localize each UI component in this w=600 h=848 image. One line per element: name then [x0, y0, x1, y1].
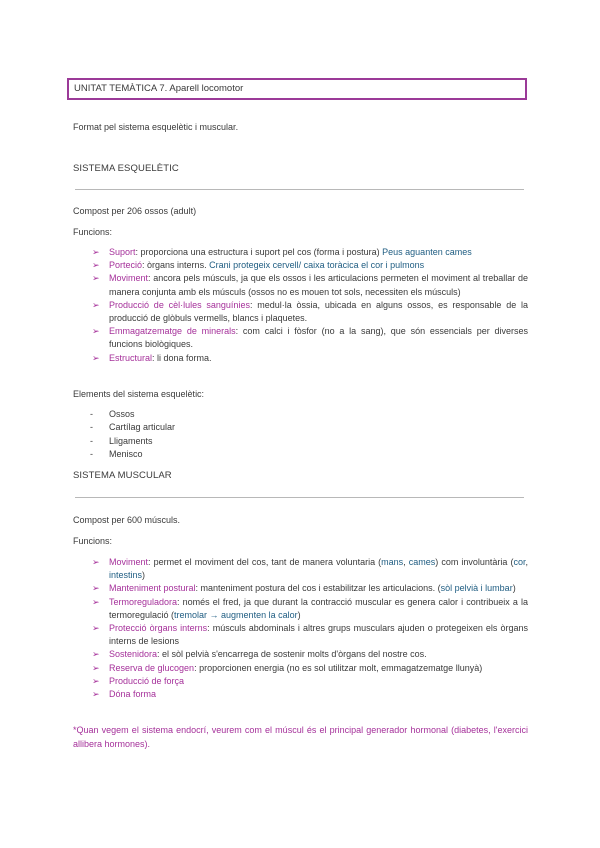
- skeletal-functions-label: Funcions:: [73, 227, 113, 237]
- dash-bullet: -: [90, 409, 93, 419]
- arrow-bullet-icon: ➢: [92, 596, 100, 607]
- arrow-bullet-icon: ➢: [92, 247, 100, 257]
- list-item: [90, 435, 175, 448]
- function-term: Dóna forma: [109, 689, 157, 700]
- function-example: Peus aguanten cames: [382, 247, 472, 257]
- muscular-divider: [75, 497, 524, 498]
- element-label: Cartílag articular: [109, 422, 176, 433]
- arrow-bullet-icon: ➢: [92, 583, 100, 594]
- arrow-bullet-icon: ➢: [92, 273, 100, 284]
- function-term: Moviment: [109, 557, 149, 567]
- list-item: [90, 421, 175, 434]
- function-text: : proporcionen energia (no es sol utilitzar molt, emmagatzematge llunyà): [194, 662, 483, 673]
- list-item: [90, 408, 175, 421]
- function-term: Estructural: [109, 352, 153, 363]
- function-term: Protecció òrgans interns: [109, 623, 208, 634]
- function-term: Suport: [109, 247, 136, 257]
- function-text: : només el fred, ja que durant la contracció muscular es genera calor i contribueix a la termoregulació (: [109, 596, 528, 620]
- muscular-functions-label: Funcions:: [73, 536, 113, 546]
- list-item: [92, 259, 528, 272]
- arrow-bullet-icon: ➢: [92, 689, 100, 700]
- arrow-bullet-icon: ➢: [92, 623, 100, 634]
- function-term: Manteniment postural: [109, 583, 196, 594]
- arrow-bullet-icon: ➢: [92, 649, 100, 660]
- function-text: : òrgans interns.: [142, 260, 210, 271]
- skeletal-divider: [75, 189, 524, 190]
- list-item: [92, 688, 528, 701]
- function-text: ,: [525, 557, 528, 567]
- endocrine-note: *Quan vegem el sistema endocrí, veurem com el múscul és el principal generador hormonal (diabetes, l'exercici allibera hormones).: [73, 725, 528, 749]
- function-term: Moviment: [109, 273, 149, 284]
- list-item: [92, 622, 528, 648]
- function-example: intestins: [109, 570, 143, 581]
- list-item: [92, 352, 528, 365]
- arrow-bullet-icon: ➢: [92, 557, 100, 567]
- function-text: : com calci i fòsfor (no a la sang), que són essencials per diverses funcions biològiques.: [109, 326, 528, 350]
- arrow-bullet-icon: ➢: [92, 352, 100, 363]
- function-text: : li dona forma.: [152, 352, 212, 363]
- function-text: ): [142, 570, 146, 581]
- unit-title-box: [67, 78, 527, 100]
- function-example: sòl pelvià i lumbar: [440, 583, 513, 594]
- function-text: : ancora pels músculs, ja que els ossos i les articulacions permeten el moviment al treballar de manera conjunta amb els músculs (ossos no es mouen tot sols, necessiten els músculs): [109, 273, 528, 297]
- function-term: Sostenidora: [109, 649, 158, 660]
- dash-bullet: -: [90, 449, 93, 460]
- function-text: : el sòl pelvià s'encarrega de sostenir molts d'òrgans del nostre cos.: [157, 649, 427, 660]
- intro-text: Format pel sistema esquelètic i muscular.: [73, 122, 239, 132]
- element-label: Menisco: [109, 449, 143, 460]
- skeletal-heading: SISTEMA ESQUELÈTIC: [73, 163, 179, 174]
- skeletal-composition: Compost per 206 ossos (adult): [73, 206, 197, 216]
- function-text: : proporciona una estructura i suport pel cos (forma i postura): [135, 247, 383, 257]
- arrow-bullet-icon: ➢: [92, 326, 100, 337]
- list-item: [92, 556, 528, 582]
- muscular-functions-list: [92, 556, 528, 701]
- arrow-bullet-icon: ➢: [92, 299, 100, 310]
- function-term: Producció de cèl·lules sanguínies: [109, 299, 250, 310]
- list-item: [92, 662, 528, 675]
- unit-title: UNITAT TEMÀTICA 7. Aparell locomotor: [74, 83, 244, 94]
- function-term: Producció de força: [109, 675, 185, 686]
- list-item: [92, 596, 528, 622]
- arrow-bullet-icon: ➢: [92, 675, 100, 686]
- list-item: [92, 272, 528, 298]
- function-example: tremolar → augmenten la calor: [174, 609, 298, 620]
- function-term: Termoreguladora: [109, 596, 178, 607]
- list-item: [92, 675, 528, 688]
- function-text: ,: [403, 557, 409, 567]
- function-text: : manteniment postura del cos i estabilitzar les articulacions. (: [195, 583, 441, 594]
- muscular-heading: SISTEMA MUSCULAR: [73, 470, 172, 481]
- element-label: Ossos: [109, 409, 135, 419]
- function-example: cor: [513, 557, 526, 567]
- muscular-composition: Compost per 600 músculs.: [73, 515, 181, 525]
- function-example: mans: [381, 557, 404, 567]
- dash-bullet: -: [90, 422, 93, 433]
- dash-bullet: -: [90, 435, 93, 446]
- list-item: [92, 648, 528, 661]
- function-text: : medul·la òssia, ubicada en alguns ossos, es responsable de la producció de glòbuls vermells, blancs i plaquetes.: [109, 299, 529, 324]
- function-term: Reserva de glucogen: [109, 662, 195, 673]
- function-text: : músculs abdominals i altres grups musculars ajuden o protegeixen els òrgans interns de lesions: [109, 623, 528, 647]
- function-example: Crani protegeix cervell/ caixa toràcica el cor i pulmons: [209, 260, 425, 271]
- function-text: ): [512, 583, 516, 594]
- list-item: [92, 246, 528, 259]
- skeletal-elements-list: [90, 408, 175, 462]
- list-item: [90, 448, 175, 461]
- function-text: ) com involuntària (: [435, 557, 514, 567]
- element-label: Lligaments: [109, 435, 153, 446]
- list-item: [92, 582, 528, 595]
- list-item: [92, 325, 528, 351]
- function-text: : permet el moviment del cos, tant de manera voluntaria (: [148, 557, 382, 567]
- arrow-bullet-icon: ➢: [92, 260, 100, 271]
- function-term: Emmagatzematge de minerals: [109, 326, 236, 337]
- function-example: cames: [408, 557, 436, 567]
- skeletal-functions-list: [92, 246, 528, 365]
- arrow-bullet-icon: ➢: [92, 662, 100, 673]
- function-term: Porteció: [109, 260, 143, 271]
- list-item: [92, 299, 528, 325]
- skeletal-elements-label: Elements del sistema esquelètic:: [73, 389, 205, 399]
- function-text: ): [297, 609, 301, 620]
